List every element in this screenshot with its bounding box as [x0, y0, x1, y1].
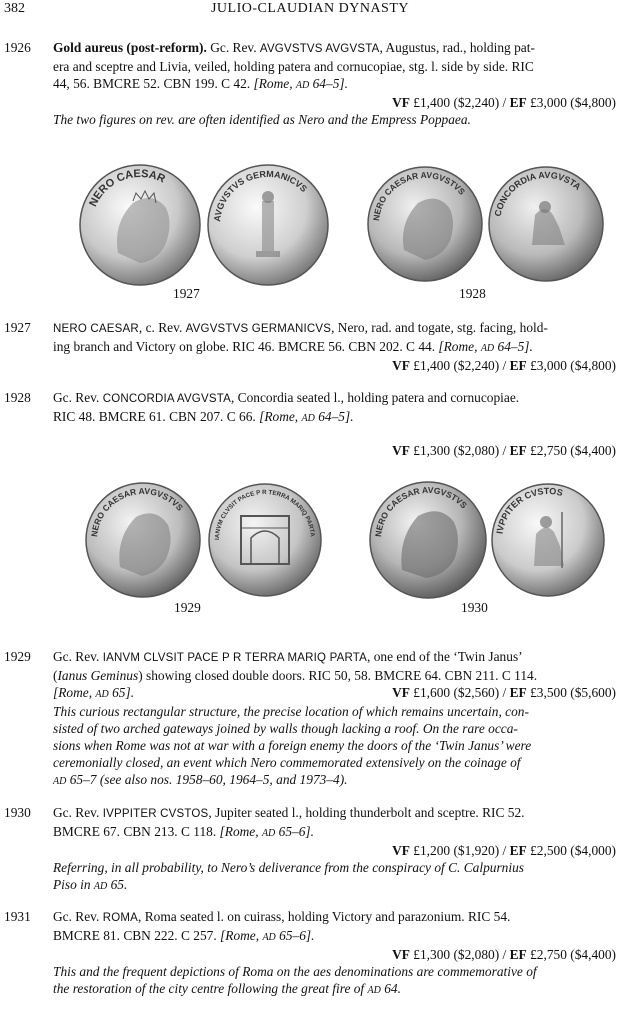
svg-text:IVPPITER CVSTOS: IVPPITER CVSTOS: [494, 485, 564, 535]
plate-label-1928: 1928: [459, 286, 486, 301]
svg-text:NERO CAESAR AVGVSTVS: NERO CAESAR AVGVSTVS: [373, 484, 470, 538]
entry-number: 1928: [4, 390, 31, 405]
svg-text:NERO CAESAR AVGVSTVS: NERO CAESAR AVGVSTVS: [371, 169, 468, 222]
rev-legend: ROMA: [102, 912, 139, 924]
coin-1928-obverse: [366, 165, 484, 283]
rev-legend: CONCORDIA AVGVSTA: [102, 393, 231, 405]
coin-1929-obverse: [84, 481, 202, 599]
page-header: [0, 0, 620, 20]
entry-note: Referring, in all probability, to Nero’s deliverance from the conspiracy of C. Calpurnius Piso in AD 65.: [53, 860, 524, 892]
coin-1927-reverse: [206, 163, 330, 287]
running-title: JULIO-CLAUDIAN DYNASTY: [210, 1, 410, 16]
entry-number: 1927: [4, 320, 31, 335]
coin-1927-obverse: [78, 163, 202, 287]
svg-text:NERO CAESAR: NERO CAESAR: [87, 167, 167, 209]
rev-legend: AVGVSTVS GERMANICVS: [185, 323, 332, 335]
coin-1928-reverse: [487, 165, 605, 283]
plate-label-1930: 1930: [461, 600, 488, 615]
coin-1930-reverse: [490, 482, 606, 598]
price-line: VF £1,400 ($2,240) / EF £3,000 ($4,800): [392, 95, 616, 110]
entry-note: This curious rectangular structure, the precise location of which remains uncertain, con- sisted of two arched gateways joined by walls though lacking a roof. On the rare occa- sions when Rome was not at war with a foreign enemy the doors of the ‘Twin Janus’ were ceremonially closed, an event which Nero commemorated extensively on the coinage of AD 65–7 (see also nos. 1958–60, 1964–5, and 1973–4).: [53, 704, 532, 787]
coin-1929-reverse: [207, 482, 323, 598]
rev-legend: IVPPITER CVSTOS: [102, 808, 209, 820]
svg-text:IANVM CLVSIT PACE P R TERRA MA: IANVM CLVSIT PACE P R TERRA MARIQ PARTA: [213, 488, 316, 541]
price-line: VF £1,300 ($2,080) / EF £2,750 ($4,400): [392, 947, 616, 962]
entry-title: Gold aureus (post-reform).: [53, 40, 207, 55]
price-line: VF £1,400 ($2,240) / EF £3,000 ($4,800): [392, 358, 616, 373]
entry-number: 1931: [4, 909, 31, 924]
svg-text:CONCORDIA AVGVSTA: CONCORDIA AVGVSTA: [492, 169, 583, 218]
svg-text:AVGVSTVS GERMANICVS: AVGVSTVS GERMANICVS: [212, 168, 310, 223]
plate-label-1927: 1927: [173, 286, 200, 301]
svg-text:NERO CAESAR AVGVSTVS: NERO CAESAR AVGVSTVS: [89, 485, 186, 538]
entry-number: 1929: [4, 649, 31, 664]
rev-legend: IANVM CLVSIT PACE P R TERRA MARIQ PARTA: [102, 652, 367, 664]
entry-note: The two figures on rev. are often identified as Nero and the Empress Poppaea.: [53, 112, 471, 127]
plate-label-1929: 1929: [174, 600, 201, 615]
price-line: VF £1,300 ($2,080) / EF £2,750 ($4,400): [392, 443, 616, 458]
price-line: VF £1,200 ($1,920) / EF £2,500 ($4,000): [392, 843, 616, 858]
page-number: 382: [4, 1, 25, 16]
obv-legend: NERO CAESAR: [53, 323, 139, 335]
rev-legend: AVGVSTVS AVGVSTA: [259, 43, 380, 55]
price-line: [Rome, AD 65]. VF £1,600 ($2,560) / EF £3,500 ($5,600): [53, 685, 616, 700]
coin-1930-obverse: [368, 480, 488, 600]
entry-number: 1926: [4, 40, 31, 55]
entry-number: 1930: [4, 805, 31, 820]
entry-note: This and the frequent depictions of Roma on the aes denominations are commemorative of the restoration of the city centre following the great fire of AD 64.: [53, 964, 537, 996]
